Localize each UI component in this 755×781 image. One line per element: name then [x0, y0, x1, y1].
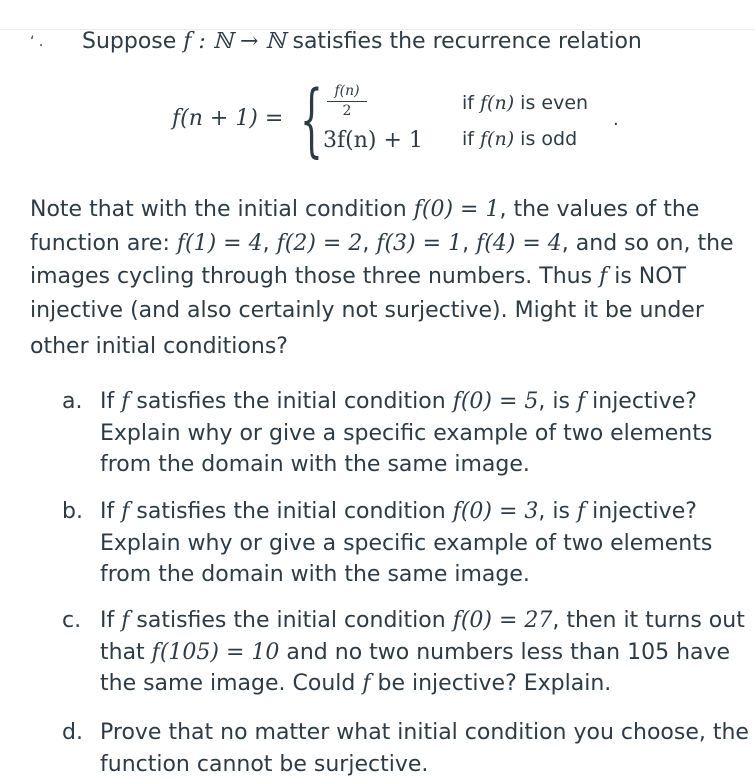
- note-line-1: [30, 193, 755, 227]
- item-line: [100, 608, 745, 633]
- item-marker: d.: [62, 720, 83, 745]
- item-text: If: [100, 389, 122, 414]
- note-text: is NOT: [607, 264, 686, 289]
- item-math: f(105) = 10: [151, 639, 280, 665]
- recurrence-lhs: f(n + 1) =: [172, 106, 284, 131]
- item-line: Explain why or give a specific example of two elements: [100, 420, 713, 446]
- cond1-math: f(n): [480, 92, 515, 114]
- item-text: injective?: [585, 389, 697, 414]
- item-math: f: [576, 389, 586, 414]
- item-text: , then it turns out: [552, 608, 745, 633]
- item-math: f(0) = 5: [452, 389, 539, 414]
- list-item-a: [62, 386, 712, 481]
- list-item-d: [62, 717, 749, 780]
- note-line-5: other initial conditions?: [30, 334, 288, 359]
- item-text: satisfies the initial condition: [129, 608, 453, 633]
- item-line: [100, 389, 697, 414]
- case2-condition: [462, 128, 577, 150]
- item-math: f(0) = 3: [452, 499, 539, 524]
- item-line: from the domain with the same image.: [100, 562, 530, 587]
- item-text: and no two numbers less than 105 have: [279, 639, 731, 665]
- note-math: f(1) = 4: [176, 230, 263, 256]
- case1-fraction: [327, 83, 367, 119]
- intro-text-b: satisfies the recurrence relation: [285, 29, 642, 54]
- item-text: that: [100, 639, 152, 665]
- item-line: Explain why or give a specific example of two elements: [100, 530, 713, 556]
- item-text: , is: [538, 389, 577, 414]
- case1-condition: [462, 92, 588, 114]
- note-math: f(3) = 1: [376, 230, 463, 256]
- item-text: If: [100, 608, 122, 633]
- item-text: , is: [538, 499, 577, 524]
- cond2-text-b: is odd: [514, 128, 578, 150]
- item-math: f: [121, 389, 130, 414]
- item-line: function cannot be surjective.: [100, 751, 429, 777]
- cond2-text-a: if: [462, 128, 481, 150]
- item-line: [62, 637, 745, 669]
- note-text: Note that with the initial condition: [30, 197, 414, 222]
- problem-intro: [30, 28, 642, 56]
- case1-denominator: 2: [342, 103, 352, 119]
- note-text: images cycling through those three numbers. Thus: [30, 264, 600, 289]
- item-marker: a.: [62, 389, 83, 414]
- note-line-4: injective (and also certainly not surjective). Might it be under: [30, 297, 704, 323]
- note-text: function are:: [30, 230, 177, 256]
- item-text: the same image. Could: [100, 671, 363, 696]
- fraction-bar: [327, 101, 367, 102]
- cond1-text-b: is even: [514, 92, 589, 114]
- note-text: ,: [362, 230, 377, 256]
- item-text: satisfies the initial condition: [129, 389, 453, 414]
- note-paragraph: [30, 193, 755, 364]
- item-math: f: [362, 671, 371, 696]
- note-math: f(4) = 4: [476, 230, 562, 256]
- note-text: ,: [262, 230, 277, 256]
- intro-text-a: Suppose: [82, 29, 184, 54]
- item-text: satisfies the initial condition: [129, 499, 453, 524]
- note-line-2: [30, 227, 755, 261]
- item-line: [100, 499, 697, 524]
- note-line-3: [30, 260, 755, 294]
- item-math: f: [121, 608, 130, 633]
- case2-expression: 3f(n) + 1: [323, 128, 423, 153]
- item-math: f: [576, 499, 586, 524]
- item-line: Prove that no matter what initial condition you choose, the: [100, 720, 749, 745]
- item-marker: c.: [62, 608, 82, 633]
- note-math: f(0) = 1: [413, 197, 500, 222]
- intro-math: f : ℕ → ℕ: [183, 29, 286, 54]
- item-line: from the domain with the same image.: [100, 452, 530, 477]
- case1-numerator: f(n): [334, 83, 360, 99]
- note-text: ,: [462, 230, 477, 256]
- problem-number: ‘ .: [30, 34, 44, 50]
- item-math: f: [121, 499, 130, 524]
- list-item-c: [62, 605, 745, 700]
- curly-brace: {: [300, 73, 323, 166]
- item-text: If: [100, 499, 122, 524]
- cond1-text-a: if: [462, 92, 481, 114]
- list-item-b: [62, 496, 712, 591]
- item-line: [62, 668, 745, 700]
- item-math: f(0) = 27: [452, 608, 553, 633]
- note-math: f: [599, 264, 608, 289]
- note-math: f(2) = 2: [276, 230, 363, 256]
- item-text: injective?: [585, 499, 697, 524]
- note-text: , the values of the: [499, 197, 700, 222]
- cond2-math: f(n): [480, 128, 515, 150]
- note-text: , and so on, the: [561, 230, 734, 256]
- recurrence-period: .: [613, 109, 619, 130]
- item-text: be injective? Explain.: [370, 671, 612, 696]
- item-marker: b.: [62, 499, 83, 524]
